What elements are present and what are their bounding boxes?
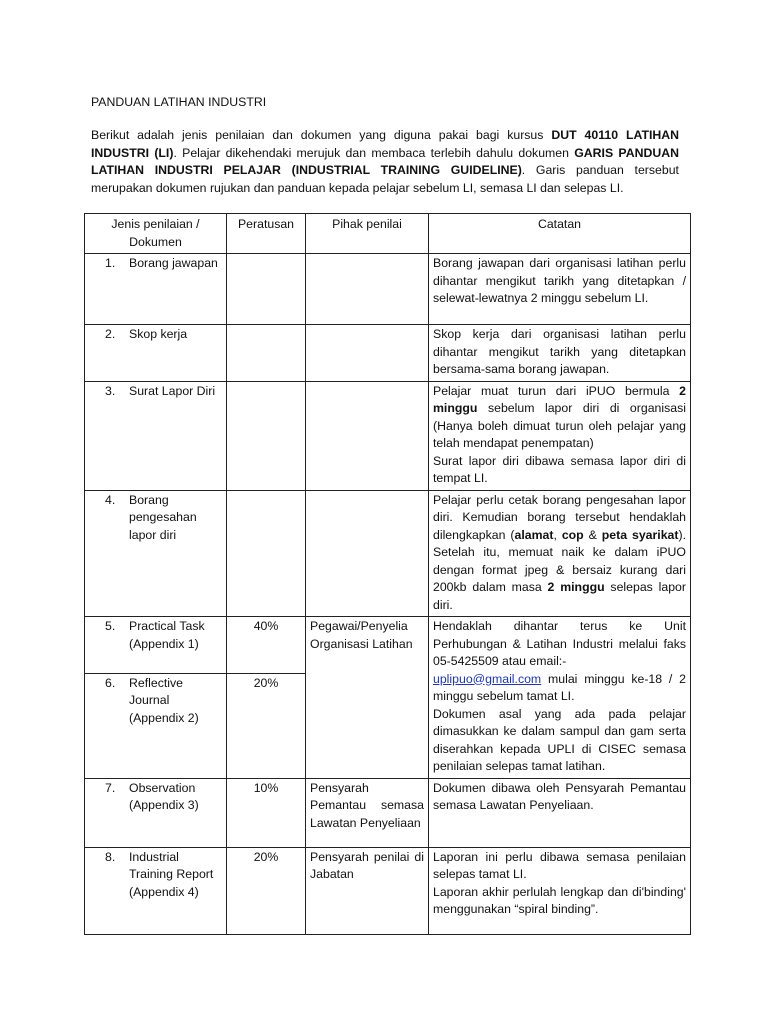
text-run: Skop kerja dari organisasi latihan perlu dihantar mengikut tarikh yang ditetapkan bersama-sama borang jawapan.: [433, 327, 686, 376]
cell-pihak: [306, 254, 429, 325]
cell-pihak: Pegawai/Penyelia Organisasi Latihan: [306, 617, 429, 779]
cell-jenis: [85, 490, 227, 617]
cell-catatan: [429, 490, 691, 617]
text-run: Borang jawapan dari organisasi latihan perlu dihantar mengikut tarikh yang ditetapkan / selewat-lewatnya 2 minggu sebelum LI.: [433, 256, 686, 305]
intro-paragraph: [91, 127, 679, 197]
cell-peratusan: 10%: [227, 778, 306, 847]
bold-text: peta syarikat: [601, 527, 679, 542]
bold-text: 2 minggu: [547, 580, 605, 594]
cell-peratusan: [227, 254, 306, 325]
text-run: sebelum lapor diri di organisasi (Hanya boleh dimuat turun oleh pelajar yang telah mendapat penempatan): [433, 401, 686, 450]
cell-jenis: [85, 617, 227, 674]
cell-jenis: [85, 778, 227, 847]
cell-jenis: [85, 325, 227, 382]
cell-pihak: [306, 381, 429, 490]
row-number: 5.: [105, 619, 116, 633]
cell-catatan: [429, 325, 691, 382]
bold-text: alamat: [514, 527, 554, 542]
cell-pihak: [306, 325, 429, 382]
row-label: Reflective Journal (Appendix 2): [129, 675, 199, 725]
row-label: Observation (Appendix 3): [129, 780, 199, 812]
table-row: [85, 490, 691, 617]
text-run: Surat lapor diri dibawa semasa lapor diri di tempat LI.: [433, 453, 686, 485]
table-row: [85, 254, 691, 325]
text-run: ). Setelah itu, memuat naik ke dalam iPUO dengan format jpeg & bersaiz kurang dari 200kb dalam masa: [433, 527, 686, 594]
row-number: 7.: [105, 780, 116, 795]
table-row: [85, 325, 691, 382]
cell-catatan: [429, 254, 691, 325]
row-label: Practical Task (Appendix 1): [129, 619, 205, 651]
row-number: 1.: [105, 256, 116, 270]
text-run: ,: [553, 527, 562, 542]
cell-jenis: [85, 254, 227, 325]
cell-catatan: [429, 778, 691, 847]
row-label: Borang pengesahan lapor diri: [129, 492, 197, 542]
cell-catatan: [429, 847, 691, 934]
cell-peratusan: [227, 381, 306, 490]
text-run: Pelajar muat turun dari iPUO bermula: [433, 383, 680, 398]
cell-jenis: [85, 381, 227, 490]
cell-catatan: [429, 381, 691, 490]
catatan-text: mulai minggu ke-18 / 2 minggu sebelum tamat LI.: [433, 671, 686, 703]
row-number: 6.: [105, 675, 116, 690]
cell-pihak: Pensyarah Pemantau semasa Lawatan Penyeliaan: [306, 778, 429, 847]
cell-peratusan: [227, 490, 306, 617]
table-header-row: [85, 214, 691, 254]
table-row: [85, 778, 691, 847]
table-row: [85, 381, 691, 490]
text-run: Dokumen dibawa oleh Pensyarah Pemantau semasa Lawatan Penyeliaan.: [433, 780, 686, 812]
catatan-text: Dokumen asal yang ada pada pelajar dimasukkan ke dalam sampul dan gam serta diserahkan kepada UPLI di CISEC semasa penilaian selepas tamat latihan.: [433, 706, 686, 773]
cell-pihak: Pensyarah penilai di Jabatan: [306, 847, 429, 934]
header-jenis: Jenis penilaian / Dokumen: [85, 214, 227, 254]
bold-text: GARIS PANDUAN LATIHAN INDUSTRI PELAJAR (INDUSTRIAL TRAINING GUIDELINE): [91, 145, 679, 177]
cell-peratusan: 40%: [227, 617, 306, 674]
cell-pihak: [306, 490, 429, 617]
row-number: 8.: [105, 849, 116, 864]
row-label: Surat Lapor Diri: [129, 383, 216, 398]
cell-jenis: [85, 847, 227, 934]
table-row: [85, 847, 691, 934]
text-run: Laporan ini perlu dibawa semasa penilaian selepas tamat LI.: [433, 849, 686, 881]
cell-catatan: [429, 617, 691, 779]
header-catatan: Catatan: [429, 214, 691, 254]
table-row: [85, 617, 691, 674]
row-number: 2.: [105, 327, 116, 341]
assessment-table: [84, 213, 691, 935]
bold-text: 2 minggu: [433, 383, 686, 415]
bold-text: DUT 40110 LATIHAN INDUSTRI (LI): [91, 128, 680, 160]
text-run: Laporan akhir perlulah lengkap dan di'binding' menggunakan “spiral binding”.: [433, 884, 686, 916]
cell-peratusan: 20%: [227, 673, 306, 778]
cell-peratusan: 20%: [227, 847, 306, 934]
header-pihak: Pihak penilai: [306, 214, 429, 254]
row-label: Skop kerja: [129, 327, 188, 341]
bold-text: cop: [561, 527, 584, 542]
row-number: 3.: [105, 383, 116, 398]
document-title: PANDUAN LATIHAN INDUSTRI: [91, 95, 267, 109]
row-label: Borang jawapan: [129, 256, 218, 270]
catatan-text: Hendaklah dihantar terus ke Unit Perhubungan & Latihan Industri melalui faks 05-5425509 atau email:-: [433, 619, 686, 668]
text-run: Pelajar perlu cetak borang pengesahan lapor diri. Kemudian borang tersebut hendaklah dilengkapkan (: [433, 492, 686, 542]
text-run: Berikut adalah jenis penilaian dan dokumen yang diguna pakai bagi kursus: [91, 128, 552, 142]
email-link[interactable]: uplipuo@gmail.com: [433, 671, 542, 686]
row-number: 4.: [105, 492, 116, 507]
text-run: selepas lapor diri.: [433, 580, 686, 612]
header-peratusan: Peratusan: [227, 214, 306, 254]
row-label: Industrial Training Report (Appendix 4): [129, 849, 214, 899]
text-run: &: [583, 527, 602, 542]
cell-jenis: [85, 673, 227, 778]
text-run: . Garis panduan tersebut merupakan dokumen rujukan dan panduan kepada pelajar sebelum LI, semasa LI dan selepas LI.: [91, 163, 679, 195]
cell-peratusan: [227, 325, 306, 382]
text-run: . Pelajar dikehendaki merujuk dan membaca terlebih dahulu dokumen: [173, 145, 575, 160]
